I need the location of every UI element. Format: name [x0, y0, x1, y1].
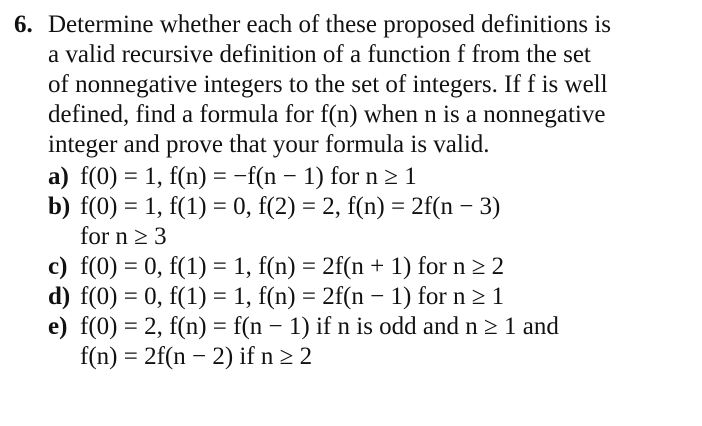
- stem-line: integer and prove that your formula is valid.: [48, 131, 490, 158]
- part-b: [48, 192, 694, 252]
- part-d: [48, 282, 694, 312]
- part-label: b): [48, 193, 71, 220]
- part-label: d): [48, 283, 71, 310]
- part-text: f(0) = 2, f(n) = f(n − 1) if n is odd and n ≥ 1 and: [80, 313, 559, 340]
- part-text-continued: for n ≥ 3: [80, 223, 167, 250]
- stem-line: of nonnegative integers to the set of integers. If f is well: [48, 71, 608, 98]
- part-c: [48, 252, 694, 282]
- stem-line: defined, find a formula for f(n) when n is a nonnegative: [48, 101, 606, 128]
- part-text: f(0) = 1, f(1) = 0, f(2) = 2, f(n) = 2f(n − 3): [80, 193, 501, 220]
- part-label: c): [48, 253, 68, 280]
- part-a: [48, 162, 694, 192]
- part-text: f(0) = 0, f(1) = 1, f(n) = 2f(n − 1) for n ≥ 1: [80, 283, 505, 310]
- part-label: a): [48, 163, 69, 190]
- problem-6: [14, 10, 694, 372]
- part-text: f(0) = 0, f(1) = 1, f(n) = 2f(n + 1) for n ≥ 2: [80, 253, 505, 280]
- problem-stem: [48, 10, 694, 160]
- problem-number: 6.: [14, 11, 33, 38]
- part-label: e): [48, 313, 68, 340]
- part-e: [48, 312, 694, 372]
- stem-line: Determine whether each of these proposed definitions is: [48, 11, 612, 38]
- part-text: f(0) = 1, f(n) = −f(n − 1) for n ≥ 1: [80, 163, 417, 190]
- parts-list: [48, 162, 694, 372]
- part-text-continued: f(n) = 2f(n − 2) if n ≥ 2: [80, 343, 313, 370]
- stem-line: a valid recursive definition of a function f from the set: [48, 41, 591, 68]
